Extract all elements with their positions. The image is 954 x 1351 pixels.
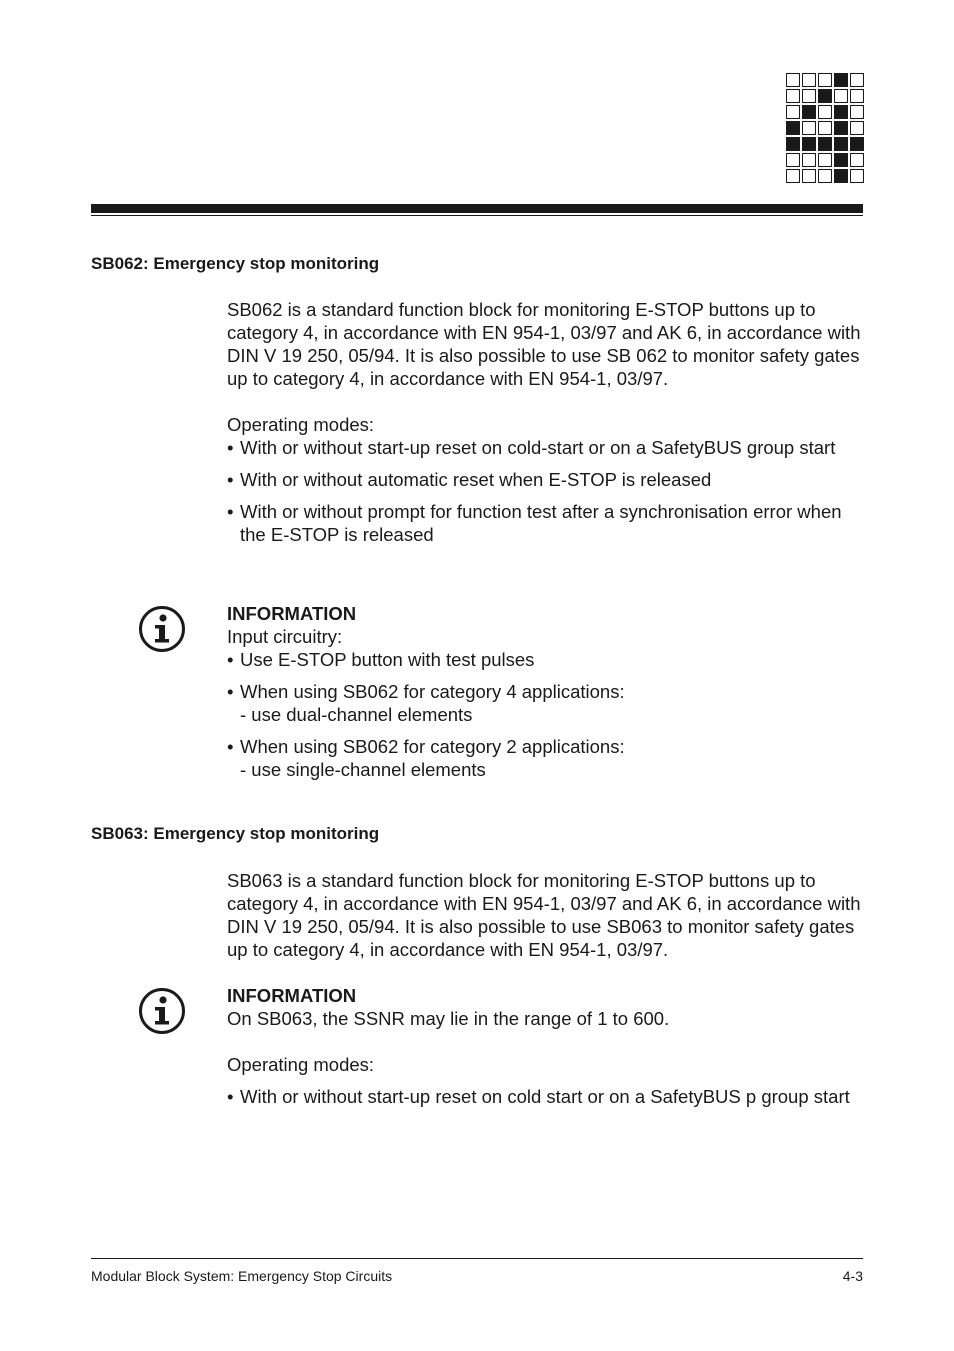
list-item: • With or without automatic reset when E-STOP is released <box>227 469 712 490</box>
section-heading-sb063: SB063: Emergency stop monitoring <box>91 824 380 843</box>
logo-cell <box>786 169 800 183</box>
logo-cell <box>834 137 848 151</box>
info-icon <box>138 605 186 653</box>
logo-cell <box>786 137 800 151</box>
list-subitem: - use dual-channel elements <box>240 704 473 725</box>
logo-cell <box>834 89 848 103</box>
logo-cell <box>850 137 864 151</box>
logo-cell <box>850 169 864 183</box>
intro-paragraph: SB063 is a standard function block for monitoring E-STOP buttons up to category 4, in accordance with EN 954-1, 03/97 and AK 6, in accordance with DIN V 19 250, 05/94. It is also possible to use SB063 to monitor safety gates up to category 4, in accordance with EN 954-1, 03/97. <box>227 870 861 960</box>
logo-cell <box>786 89 800 103</box>
footer-rule <box>91 1258 863 1259</box>
information-box-sb062 <box>227 602 867 781</box>
logo-cell <box>818 137 832 151</box>
logo-cell <box>834 73 848 87</box>
logo-cell <box>834 153 848 167</box>
information-text: On SB063, the SSNR may lie in the range of 1 to 600. <box>227 1008 670 1029</box>
section-body-sb062 <box>227 298 867 546</box>
header-rule-thin <box>91 215 863 216</box>
logo-cell <box>850 89 864 103</box>
logo-cell <box>786 153 800 167</box>
logo-cell <box>818 105 832 119</box>
logo-cell <box>850 153 864 167</box>
logo-cell <box>818 73 832 87</box>
grid-logo-icon <box>786 73 864 183</box>
intro-paragraph: SB062 is a standard function block for monitoring E-STOP buttons up to category 4, in accordance with EN 954-1, 03/97 and AK 6, in accordance with DIN V 19 250, 05/94. It is also possible to use SB 062 to monitor safety gates up to category 4, in accordance with EN 954-1, 03/97. <box>227 299 861 389</box>
logo-cell <box>802 169 816 183</box>
logo-cell <box>802 73 816 87</box>
logo-cell <box>802 105 816 119</box>
logo-cell <box>802 137 816 151</box>
logo-cell <box>818 169 832 183</box>
list-item: • With or without start-up reset on cold-start or on a SafetyBUS group start <box>227 437 836 458</box>
information-title: INFORMATION <box>227 603 357 624</box>
logo-cell <box>802 89 816 103</box>
modes-label: Operating modes: <box>227 414 375 435</box>
logo-cell <box>786 73 800 87</box>
logo-cell <box>802 121 816 135</box>
logo-cell <box>850 105 864 119</box>
logo-cell <box>834 169 848 183</box>
list-item: • With or without prompt for function test after a synchronisation error when the E-STOP is released <box>227 501 842 545</box>
information-box-sb063 <box>227 984 867 1108</box>
logo-cell <box>786 121 800 135</box>
logo-cell <box>818 121 832 135</box>
logo-cell <box>818 89 832 103</box>
logo-cell <box>786 105 800 119</box>
footer-title: Modular Block System: Emergency Stop Circuits <box>91 1268 393 1284</box>
list-item: • When using SB062 for category 2 applications: <box>227 736 625 757</box>
information-title: INFORMATION <box>227 985 357 1006</box>
list-item: • When using SB062 for category 4 applications: <box>227 681 625 702</box>
logo-cell <box>850 121 864 135</box>
modes-label: Operating modes: <box>227 1054 375 1075</box>
list-item: • With or without start-up reset on cold start or on a SafetyBUS p group start <box>227 1086 850 1107</box>
logo-cell <box>850 73 864 87</box>
logo-cell <box>818 153 832 167</box>
header-rule <box>91 204 863 213</box>
info-icon <box>138 987 186 1035</box>
logo-cell <box>834 105 848 119</box>
logo-cell <box>802 153 816 167</box>
page-number: 4-3 <box>842 1268 863 1284</box>
list-subitem: - use single-channel elements <box>240 759 486 780</box>
section-body-sb063 <box>227 869 867 961</box>
logo-cell <box>834 121 848 135</box>
section-heading-sb062: SB062: Emergency stop monitoring <box>91 254 380 273</box>
list-item: • Use E-STOP button with test pulses <box>227 649 535 670</box>
information-subtitle: Input circuitry: <box>227 626 343 647</box>
